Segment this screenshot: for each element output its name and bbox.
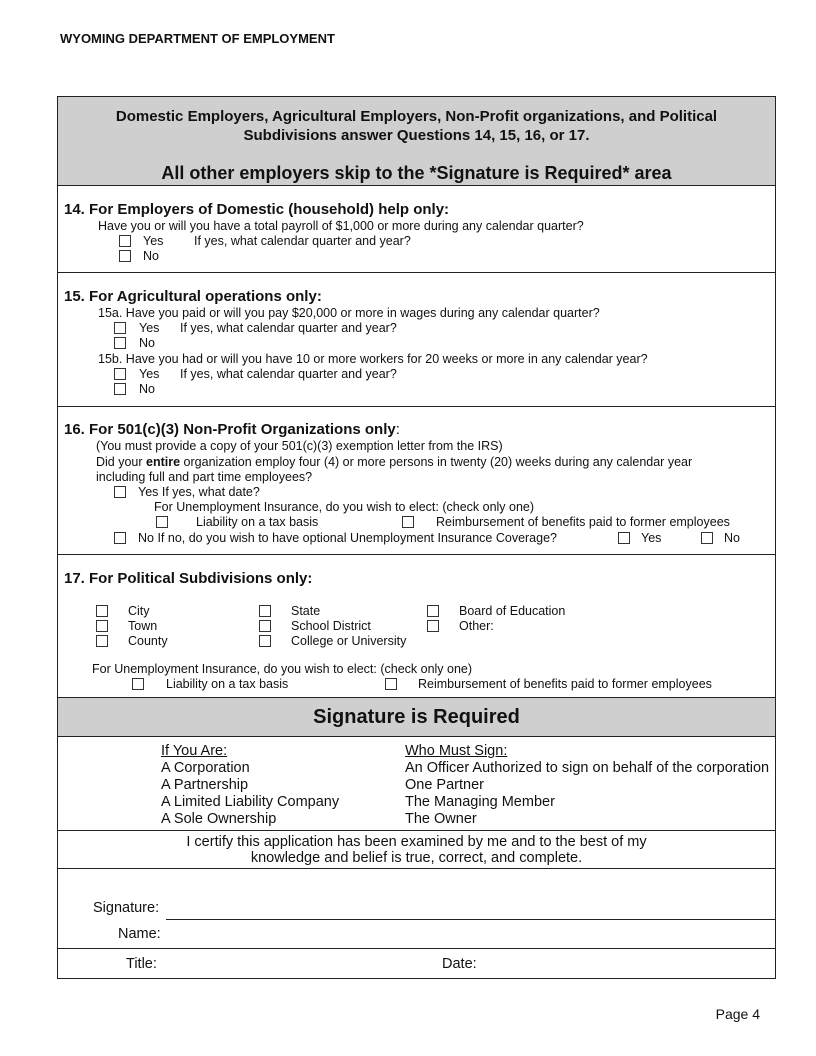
q16-optional-no-checkbox[interactable] — [701, 532, 713, 544]
title-label: Title: — [126, 956, 157, 972]
name-label: Name: — [118, 926, 161, 942]
entity-type: A Corporation — [161, 760, 250, 776]
q15a-question: 15a. Have you paid or will you pay $20,000 or more in wages during any calendar quarter? — [98, 306, 600, 320]
certification-line-1: I certify this application has been examined by me and to the best of my — [186, 834, 647, 850]
who-must-sign-heading: Who Must Sign: — [405, 743, 508, 759]
intro-banner — [58, 97, 775, 186]
q16-yes-label: Yes If yes, what date? — [138, 485, 260, 499]
q16-optional-no-label: No — [724, 531, 740, 545]
intro-line-1: Domestic Employers, Agricultural Employers, Non-Profit organizations, and Political — [115, 108, 718, 125]
q14-question: Have you or will you have a total payroll of $1,000 or more during any calendar quarter? — [98, 219, 584, 233]
q15b-no-checkbox[interactable] — [114, 383, 126, 395]
q16-no-checkbox[interactable] — [114, 532, 126, 544]
required-signer: The Managing Member — [405, 794, 555, 810]
signature-banner — [58, 697, 775, 737]
q17-city-label: City — [128, 604, 150, 618]
q15b-yes-followup: If yes, what calendar quarter and year? — [180, 367, 397, 381]
employer-questions-form — [57, 96, 776, 979]
q15a-yes-followup: If yes, what calendar quarter and year? — [180, 321, 397, 335]
entity-type: A Limited Liability Company — [161, 794, 340, 810]
q15b-no-label: No — [139, 382, 155, 396]
certification-line-2: knowledge and belief is true, correct, and complete. — [250, 850, 583, 866]
q16-reimburse-label: Reimbursement of benefits paid to former employees — [436, 515, 730, 529]
date-label: Date: — [442, 956, 477, 972]
q16-yes-checkbox[interactable] — [114, 486, 126, 498]
q17-reimburse-checkbox[interactable] — [385, 678, 397, 690]
q16-liability-label: Liability on a tax basis — [196, 515, 319, 529]
q14-yes-label: Yes — [143, 234, 164, 248]
q15b-question: 15b. Have you had or will you have 10 or more workers for 20 weeks or more in any calendar year? — [98, 352, 648, 366]
q14-title: 14. For Employers of Domestic (household) help only: — [64, 201, 450, 218]
signature-label: Signature: — [93, 900, 160, 916]
q16-liability-checkbox[interactable] — [156, 516, 168, 528]
q15-title: 15. For Agricultural operations only: — [64, 288, 322, 305]
q16-title-colon: : — [395, 421, 400, 438]
q17-county-checkbox[interactable] — [96, 635, 108, 647]
required-signer: An Officer Authorized to sign on behalf of the corporation — [405, 760, 770, 776]
required-signer: One Partner — [405, 777, 484, 793]
q16-elect-instruction: For Unemployment Insurance, do you wish to elect: (check only one) — [154, 500, 535, 514]
q17-college-label: College or University — [291, 634, 407, 648]
document-header: WYOMING DEPARTMENT OF EMPLOYMENT — [60, 31, 335, 46]
q17-board-of-education-checkbox[interactable] — [427, 605, 439, 617]
q16-question-line2: including full and part time employees? — [96, 470, 313, 484]
q16-reimburse-checkbox[interactable] — [402, 516, 414, 528]
signature-line[interactable] — [166, 919, 775, 920]
q17-liability-label: Liability on a tax basis — [166, 677, 289, 691]
q17-reimburse-label: Reimbursement of benefits paid to former employees — [418, 677, 712, 691]
divider — [58, 554, 775, 555]
q17-city-checkbox[interactable] — [96, 605, 108, 617]
q17-other-checkbox[interactable] — [427, 620, 439, 632]
q17-town-checkbox[interactable] — [96, 620, 108, 632]
q17-state-label: State — [291, 604, 321, 618]
intro-text — [58, 107, 775, 145]
skip-instruction: All other employers skip to the *Signature is Required* area — [161, 163, 672, 183]
q16-note: (You must provide a copy of your 501(c)(3) exemption letter from the IRS) — [96, 439, 503, 453]
q14-yes-followup: If yes, what calendar quarter and year? — [194, 234, 411, 248]
entity-type: A Partnership — [161, 777, 249, 793]
q17-other-label: Other: — [459, 619, 494, 633]
q15b-yes-label: Yes — [139, 367, 160, 381]
required-signer: The Owner — [405, 811, 477, 827]
q16-optional-yes-checkbox[interactable] — [618, 532, 630, 544]
q16-question-pre: Did your — [96, 455, 147, 469]
q16-title-text: 16. For 501(c)(3) Non-Profit Organizations only — [64, 421, 396, 438]
name-line[interactable] — [58, 948, 775, 949]
q17-town-label: Town — [128, 619, 158, 633]
q16-optional-yes-label: Yes — [641, 531, 662, 545]
divider — [58, 830, 775, 831]
q17-state-checkbox[interactable] — [259, 605, 271, 617]
certification-text — [58, 834, 775, 866]
q14-no-checkbox[interactable] — [119, 250, 131, 262]
q15b-yes-checkbox[interactable] — [114, 368, 126, 380]
q17-liability-checkbox[interactable] — [132, 678, 144, 690]
page-number: Page 4 — [715, 1006, 760, 1022]
divider — [58, 868, 775, 869]
q16-question-post: organization employ four (4) or more persons in twenty (20) weeks during any calendar year — [180, 455, 693, 469]
q17-title: 17. For Political Subdivisions only: — [64, 570, 313, 587]
q17-school-district-label: School District — [291, 619, 371, 633]
q15a-yes-label: Yes — [139, 321, 160, 335]
intro-line-2: Subdivisions answer Questions 14, 15, 16, or 17. — [243, 127, 590, 144]
q17-county-label: County — [128, 634, 168, 648]
q16-question — [96, 455, 692, 469]
q15a-no-checkbox[interactable] — [114, 337, 126, 349]
q15a-yes-checkbox[interactable] — [114, 322, 126, 334]
q17-college-checkbox[interactable] — [259, 635, 271, 647]
q16-title — [64, 421, 400, 438]
q17-school-district-checkbox[interactable] — [259, 620, 271, 632]
q16-question-bold: entire — [146, 455, 181, 469]
q17-elect-instruction: For Unemployment Insurance, do you wish to elect: (check only one) — [92, 662, 473, 676]
divider — [58, 406, 775, 407]
signature-title: Signature is Required — [313, 706, 520, 728]
q15a-no-label: No — [139, 336, 155, 350]
q16-no-label: No If no, do you wish to have optional Unemployment Insurance Coverage? — [138, 531, 557, 545]
entity-type: A Sole Ownership — [161, 811, 277, 827]
q14-no-label: No — [143, 249, 159, 263]
q17-board-of-education-label: Board of Education — [459, 604, 566, 618]
q14-yes-checkbox[interactable] — [119, 235, 131, 247]
divider — [58, 272, 775, 273]
if-you-are-heading: If You Are: — [161, 743, 228, 759]
